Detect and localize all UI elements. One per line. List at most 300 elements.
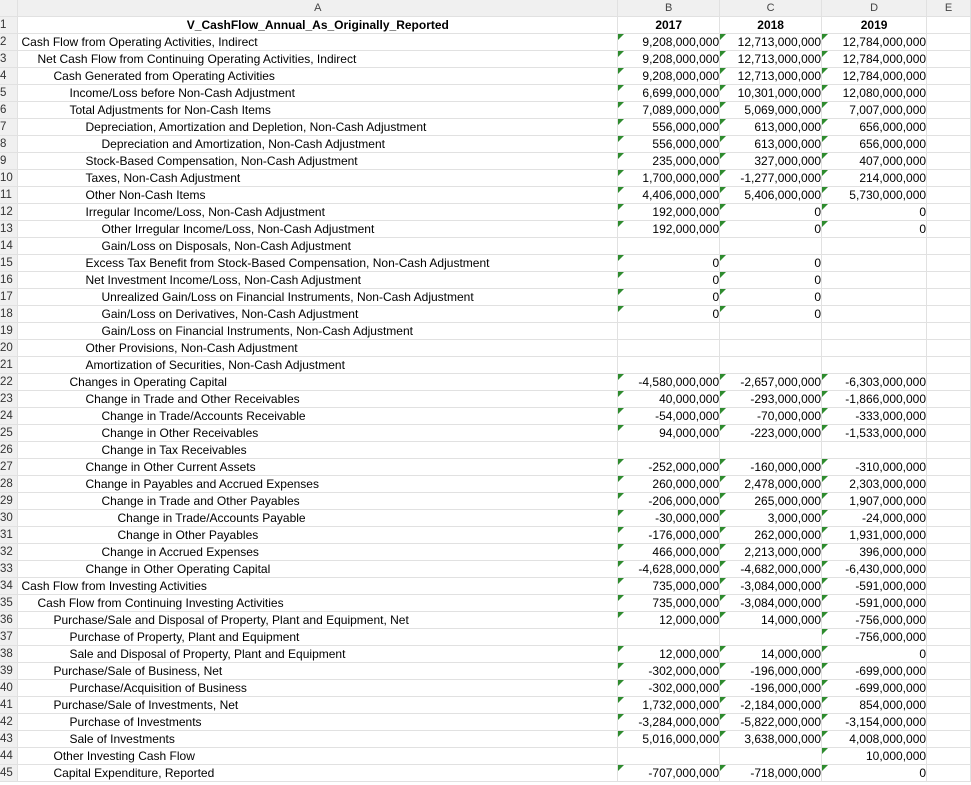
row-header[interactable]: 17 (0, 289, 18, 306)
empty-cell[interactable] (927, 17, 971, 34)
row-header[interactable]: 27 (0, 459, 18, 476)
value-cell-c[interactable]: 0 (720, 272, 822, 289)
row-label-cell[interactable]: Sale and Disposal of Property, Plant and Equipment (18, 646, 618, 663)
value-cell-d[interactable]: -591,000,000 (822, 578, 927, 595)
column-header-row (0, 0, 971, 17)
value-cell-c[interactable] (720, 340, 822, 357)
column-header-c[interactable]: C (720, 0, 822, 17)
row-label-cell[interactable]: Purchase/Sale of Investments, Net (18, 697, 618, 714)
value-cell-c[interactable]: 0 (720, 306, 822, 323)
row-header[interactable]: 20 (0, 340, 18, 357)
value-cell-b[interactable]: 192,000,000 (618, 221, 720, 238)
table-row (0, 374, 971, 391)
value-cell-d[interactable] (822, 340, 927, 357)
value-cell-d[interactable] (822, 442, 927, 459)
select-all-corner[interactable] (0, 0, 18, 17)
row-label-cell[interactable]: Change in Trade/Accounts Payable (18, 510, 618, 527)
value-cell-c[interactable]: 3,638,000,000 (720, 731, 822, 748)
value-cell-c[interactable] (720, 748, 822, 765)
value-cell-c[interactable]: -70,000,000 (720, 408, 822, 425)
row-header[interactable]: 11 (0, 187, 18, 204)
empty-cell[interactable] (927, 374, 971, 391)
empty-cell[interactable] (927, 646, 971, 663)
empty-cell[interactable] (927, 323, 971, 340)
row-label-cell[interactable]: Unrealized Gain/Loss on Financial Instruments, Non-Cash Adjustment (18, 289, 618, 306)
value-cell-c[interactable]: 265,000,000 (720, 493, 822, 510)
value-cell-d[interactable]: -310,000,000 (822, 459, 927, 476)
value-cell-d[interactable]: -591,000,000 (822, 595, 927, 612)
value-cell-b[interactable]: -252,000,000 (618, 459, 720, 476)
value-cell-d[interactable]: 656,000,000 (822, 136, 927, 153)
value-cell-c[interactable]: 2,213,000,000 (720, 544, 822, 561)
row-label-cell[interactable]: Change in Other Payables (18, 527, 618, 544)
row-label-cell[interactable]: Sale of Investments (18, 731, 618, 748)
value-cell-b[interactable]: 9,208,000,000 (618, 68, 720, 85)
row-header[interactable]: 28 (0, 476, 18, 493)
row-label-cell[interactable]: Cash Flow from Continuing Investing Activities (18, 595, 618, 612)
row-label-cell[interactable]: Change in Payables and Accrued Expenses (18, 476, 618, 493)
value-cell-c[interactable]: -718,000,000 (720, 765, 822, 782)
empty-cell[interactable] (927, 119, 971, 136)
value-cell-b[interactable]: 235,000,000 (618, 153, 720, 170)
row-label-cell[interactable]: Total Adjustments for Non-Cash Items (18, 102, 618, 119)
value-cell-b[interactable]: 1,732,000,000 (618, 697, 720, 714)
value-cell-d[interactable]: -1,866,000,000 (822, 391, 927, 408)
value-cell-c[interactable]: -2,184,000,000 (720, 697, 822, 714)
value-cell-d[interactable]: 4,008,000,000 (822, 731, 927, 748)
value-cell-c[interactable]: -196,000,000 (720, 663, 822, 680)
empty-cell[interactable] (927, 561, 971, 578)
row-label-cell[interactable]: Other Irregular Income/Loss, Non-Cash Adjustment (18, 221, 618, 238)
value-cell-c[interactable]: 12,713,000,000 (720, 34, 822, 51)
row-label-cell[interactable]: Irregular Income/Loss, Non-Cash Adjustment (18, 204, 618, 221)
table-row (0, 748, 971, 765)
row-label-cell[interactable]: Depreciation and Amortization, Non-Cash Adjustment (18, 136, 618, 153)
empty-cell[interactable] (927, 714, 971, 731)
value-cell-d[interactable]: -333,000,000 (822, 408, 927, 425)
sheet-title-cell[interactable]: V_CashFlow_Annual_As_Originally_Reported (18, 17, 618, 34)
value-cell-d[interactable]: 7,007,000,000 (822, 102, 927, 119)
row-header[interactable]: 6 (0, 102, 18, 119)
empty-cell[interactable] (927, 748, 971, 765)
column-header-d[interactable]: D (822, 0, 927, 17)
row-header[interactable]: 9 (0, 153, 18, 170)
value-cell-c[interactable] (720, 357, 822, 374)
empty-cell[interactable] (927, 459, 971, 476)
row-header[interactable]: 26 (0, 442, 18, 459)
value-cell-b[interactable]: -707,000,000 (618, 765, 720, 782)
header-data-row (0, 17, 971, 34)
year-header-2018[interactable]: 2018 (720, 17, 822, 34)
empty-cell[interactable] (927, 34, 971, 51)
value-cell-c[interactable] (720, 238, 822, 255)
row-label-cell[interactable]: Other Investing Cash Flow (18, 748, 618, 765)
row-label-cell[interactable]: Purchase/Sale of Business, Net (18, 663, 618, 680)
row-label-cell[interactable]: Net Investment Income/Loss, Non-Cash Adjustment (18, 272, 618, 289)
row-label-cell[interactable]: Change in Other Receivables (18, 425, 618, 442)
value-cell-b[interactable]: 7,089,000,000 (618, 102, 720, 119)
value-cell-d[interactable]: -6,303,000,000 (822, 374, 927, 391)
row-header[interactable]: 23 (0, 391, 18, 408)
year-header-2017[interactable]: 2017 (618, 17, 720, 34)
value-cell-b[interactable]: -3,284,000,000 (618, 714, 720, 731)
value-cell-b[interactable]: 466,000,000 (618, 544, 720, 561)
row-label-cell[interactable]: Taxes, Non-Cash Adjustment (18, 170, 618, 187)
empty-cell[interactable] (927, 578, 971, 595)
empty-cell[interactable] (927, 527, 971, 544)
empty-cell[interactable] (927, 340, 971, 357)
value-cell-c[interactable]: 10,301,000,000 (720, 85, 822, 102)
row-label-cell[interactable]: Other Provisions, Non-Cash Adjustment (18, 340, 618, 357)
value-cell-d[interactable] (822, 255, 927, 272)
table-row (0, 476, 971, 493)
table-row (0, 527, 971, 544)
value-cell-d[interactable]: 0 (822, 204, 927, 221)
value-cell-b[interactable]: -302,000,000 (618, 680, 720, 697)
value-cell-d[interactable]: 5,730,000,000 (822, 187, 927, 204)
row-header[interactable]: 14 (0, 238, 18, 255)
row-header[interactable]: 19 (0, 323, 18, 340)
row-label-cell[interactable]: Change in Accrued Expenses (18, 544, 618, 561)
value-cell-c[interactable]: 0 (720, 289, 822, 306)
row-header[interactable]: 35 (0, 595, 18, 612)
row-header[interactable]: 32 (0, 544, 18, 561)
table-row (0, 68, 971, 85)
row-label-cell[interactable]: Changes in Operating Capital (18, 374, 618, 391)
value-cell-c[interactable] (720, 629, 822, 646)
value-cell-d[interactable]: 2,303,000,000 (822, 476, 927, 493)
value-cell-c[interactable]: 262,000,000 (720, 527, 822, 544)
empty-cell[interactable] (927, 51, 971, 68)
value-cell-b[interactable] (618, 238, 720, 255)
value-cell-b[interactable]: -54,000,000 (618, 408, 720, 425)
table-row (0, 204, 971, 221)
empty-cell[interactable] (927, 765, 971, 782)
table-row (0, 255, 971, 272)
value-cell-c[interactable]: 14,000,000 (720, 612, 822, 629)
value-cell-d[interactable]: -756,000,000 (822, 629, 927, 646)
empty-cell[interactable] (927, 510, 971, 527)
row-label-cell[interactable]: Change in Other Operating Capital (18, 561, 618, 578)
value-cell-b[interactable]: 40,000,000 (618, 391, 720, 408)
row-label-cell[interactable]: Capital Expenditure, Reported (18, 765, 618, 782)
value-cell-b[interactable]: -30,000,000 (618, 510, 720, 527)
value-cell-b[interactable]: 556,000,000 (618, 136, 720, 153)
value-cell-d[interactable]: 12,784,000,000 (822, 34, 927, 51)
value-cell-d[interactable]: 1,907,000,000 (822, 493, 927, 510)
value-cell-d[interactable]: -3,154,000,000 (822, 714, 927, 731)
value-cell-b[interactable]: 9,208,000,000 (618, 34, 720, 51)
table-row (0, 544, 971, 561)
value-cell-b[interactable] (618, 323, 720, 340)
row-label-cell[interactable]: Change in Trade and Other Receivables (18, 391, 618, 408)
value-cell-b[interactable] (618, 629, 720, 646)
row-label-cell[interactable]: Cash Flow from Operating Activities, Indirect (18, 34, 618, 51)
value-cell-c[interactable]: -3,084,000,000 (720, 578, 822, 595)
row-header[interactable]: 3 (0, 51, 18, 68)
value-cell-d[interactable]: 1,931,000,000 (822, 527, 927, 544)
value-cell-c[interactable]: 14,000,000 (720, 646, 822, 663)
row-label-cell[interactable]: Change in Trade and Other Payables (18, 493, 618, 510)
value-cell-d[interactable]: 12,784,000,000 (822, 68, 927, 85)
row-label-cell[interactable]: Change in Other Current Assets (18, 459, 618, 476)
value-cell-d[interactable]: 854,000,000 (822, 697, 927, 714)
value-cell-b[interactable]: 0 (618, 272, 720, 289)
value-cell-d[interactable]: 0 (822, 646, 927, 663)
empty-cell[interactable] (927, 612, 971, 629)
value-cell-b[interactable]: 1,700,000,000 (618, 170, 720, 187)
value-cell-d[interactable]: -756,000,000 (822, 612, 927, 629)
value-cell-b[interactable]: -302,000,000 (618, 663, 720, 680)
row-header[interactable]: 36 (0, 612, 18, 629)
row-label-cell[interactable]: Purchase/Acquisition of Business (18, 680, 618, 697)
row-header[interactable]: 44 (0, 748, 18, 765)
row-header[interactable]: 30 (0, 510, 18, 527)
value-cell-b[interactable]: 735,000,000 (618, 578, 720, 595)
table-row (0, 714, 971, 731)
value-cell-c[interactable]: -5,822,000,000 (720, 714, 822, 731)
value-cell-b[interactable]: 0 (618, 289, 720, 306)
value-cell-b[interactable]: 556,000,000 (618, 119, 720, 136)
value-cell-b[interactable] (618, 748, 720, 765)
value-cell-c[interactable]: 12,713,000,000 (720, 51, 822, 68)
value-cell-c[interactable]: -1,277,000,000 (720, 170, 822, 187)
row-header[interactable]: 1 (0, 17, 18, 34)
row-label-cell[interactable]: Stock-Based Compensation, Non-Cash Adjustment (18, 153, 618, 170)
table-row (0, 34, 971, 51)
value-cell-c[interactable]: 2,478,000,000 (720, 476, 822, 493)
value-cell-d[interactable] (822, 289, 927, 306)
row-label-cell[interactable]: Cash Generated from Operating Activities (18, 68, 618, 85)
value-cell-b[interactable]: 12,000,000 (618, 612, 720, 629)
value-cell-c[interactable] (720, 442, 822, 459)
column-header-e[interactable]: E (927, 0, 971, 17)
value-cell-c[interactable]: 0 (720, 221, 822, 238)
table-row (0, 357, 971, 374)
value-cell-d[interactable]: -699,000,000 (822, 663, 927, 680)
value-cell-d[interactable] (822, 323, 927, 340)
value-cell-b[interactable] (618, 340, 720, 357)
value-cell-b[interactable]: -206,000,000 (618, 493, 720, 510)
table-row (0, 170, 971, 187)
row-header[interactable]: 34 (0, 578, 18, 595)
value-cell-c[interactable]: -196,000,000 (720, 680, 822, 697)
value-cell-b[interactable]: 9,208,000,000 (618, 51, 720, 68)
empty-cell[interactable] (927, 629, 971, 646)
empty-cell[interactable] (927, 493, 971, 510)
value-cell-d[interactable]: 10,000,000 (822, 748, 927, 765)
row-header[interactable]: 15 (0, 255, 18, 272)
value-cell-d[interactable]: 396,000,000 (822, 544, 927, 561)
value-cell-c[interactable]: 0 (720, 255, 822, 272)
value-cell-b[interactable]: 5,016,000,000 (618, 731, 720, 748)
empty-cell[interactable] (927, 306, 971, 323)
row-header[interactable]: 10 (0, 170, 18, 187)
empty-cell[interactable] (927, 408, 971, 425)
table-row (0, 289, 971, 306)
row-header[interactable]: 24 (0, 408, 18, 425)
empty-cell[interactable] (927, 357, 971, 374)
value-cell-c[interactable]: -160,000,000 (720, 459, 822, 476)
row-header[interactable]: 13 (0, 221, 18, 238)
row-label-cell[interactable]: Net Cash Flow from Continuing Operating Activities, Indirect (18, 51, 618, 68)
row-label-cell[interactable]: Change in Tax Receivables (18, 442, 618, 459)
table-row (0, 102, 971, 119)
row-label-cell[interactable]: Income/Loss before Non-Cash Adjustment (18, 85, 618, 102)
row-header[interactable]: 38 (0, 646, 18, 663)
value-cell-b[interactable]: 4,406,000,000 (618, 187, 720, 204)
row-label-cell[interactable]: Purchase/Sale and Disposal of Property, Plant and Equipment, Net (18, 612, 618, 629)
row-label-cell[interactable]: Gain/Loss on Disposals, Non-Cash Adjustment (18, 238, 618, 255)
row-header[interactable]: 16 (0, 272, 18, 289)
empty-cell[interactable] (927, 289, 971, 306)
row-header[interactable]: 40 (0, 680, 18, 697)
row-header[interactable]: 2 (0, 34, 18, 51)
value-cell-d[interactable]: -24,000,000 (822, 510, 927, 527)
table-row (0, 697, 971, 714)
table-row (0, 323, 971, 340)
row-header[interactable]: 12 (0, 204, 18, 221)
empty-cell[interactable] (927, 170, 971, 187)
row-label-cell[interactable]: Excess Tax Benefit from Stock-Based Compensation, Non-Cash Adjustment (18, 255, 618, 272)
value-cell-d[interactable]: -6,430,000,000 (822, 561, 927, 578)
value-cell-c[interactable]: 0 (720, 204, 822, 221)
row-header[interactable]: 42 (0, 714, 18, 731)
row-header[interactable]: 25 (0, 425, 18, 442)
row-header[interactable]: 39 (0, 663, 18, 680)
value-cell-b[interactable]: 6,699,000,000 (618, 85, 720, 102)
value-cell-d[interactable]: 214,000,000 (822, 170, 927, 187)
year-header-2019[interactable]: 2019 (822, 17, 927, 34)
row-header[interactable]: 29 (0, 493, 18, 510)
row-header[interactable]: 22 (0, 374, 18, 391)
table-row (0, 238, 971, 255)
row-label-cell[interactable]: Cash Flow from Investing Activities (18, 578, 618, 595)
empty-cell[interactable] (927, 442, 971, 459)
value-cell-c[interactable]: -3,084,000,000 (720, 595, 822, 612)
row-header[interactable]: 33 (0, 561, 18, 578)
row-header[interactable]: 37 (0, 629, 18, 646)
row-header[interactable]: 5 (0, 85, 18, 102)
row-header[interactable]: 8 (0, 136, 18, 153)
value-cell-d[interactable]: 12,784,000,000 (822, 51, 927, 68)
value-cell-b[interactable]: 0 (618, 255, 720, 272)
value-cell-b[interactable]: 192,000,000 (618, 204, 720, 221)
empty-cell[interactable] (927, 102, 971, 119)
value-cell-d[interactable]: -699,000,000 (822, 680, 927, 697)
row-label-cell[interactable]: Depreciation, Amortization and Depletion, Non-Cash Adjustment (18, 119, 618, 136)
row-header[interactable]: 45 (0, 765, 18, 782)
empty-cell[interactable] (927, 697, 971, 714)
empty-cell[interactable] (927, 136, 971, 153)
value-cell-c[interactable]: -223,000,000 (720, 425, 822, 442)
value-cell-b[interactable]: 735,000,000 (618, 595, 720, 612)
value-cell-b[interactable]: 94,000,000 (618, 425, 720, 442)
row-label-cell[interactable]: Purchase of Investments (18, 714, 618, 731)
value-cell-b[interactable]: -176,000,000 (618, 527, 720, 544)
empty-cell[interactable] (927, 544, 971, 561)
row-label-cell[interactable]: Purchase of Property, Plant and Equipment (18, 629, 618, 646)
row-label-cell[interactable]: Gain/Loss on Derivatives, Non-Cash Adjustment (18, 306, 618, 323)
empty-cell[interactable] (927, 204, 971, 221)
value-cell-d[interactable] (822, 272, 927, 289)
empty-cell[interactable] (927, 85, 971, 102)
empty-cell[interactable] (927, 221, 971, 238)
row-label-cell[interactable]: Other Non-Cash Items (18, 187, 618, 204)
value-cell-b[interactable]: 12,000,000 (618, 646, 720, 663)
table-row (0, 187, 971, 204)
table-row (0, 221, 971, 238)
value-cell-d[interactable]: 0 (822, 765, 927, 782)
empty-cell[interactable] (927, 187, 971, 204)
value-cell-b[interactable]: 260,000,000 (618, 476, 720, 493)
table-row (0, 595, 971, 612)
empty-cell[interactable] (927, 731, 971, 748)
empty-cell[interactable] (927, 238, 971, 255)
row-header[interactable]: 41 (0, 697, 18, 714)
empty-cell[interactable] (927, 425, 971, 442)
table-row (0, 306, 971, 323)
value-cell-b[interactable] (618, 357, 720, 374)
row-header[interactable]: 21 (0, 357, 18, 374)
empty-cell[interactable] (927, 476, 971, 493)
value-cell-d[interactable]: 656,000,000 (822, 119, 927, 136)
row-label-cell[interactable]: Gain/Loss on Financial Instruments, Non-Cash Adjustment (18, 323, 618, 340)
value-cell-c[interactable] (720, 323, 822, 340)
value-cell-c[interactable]: 5,406,000,000 (720, 187, 822, 204)
value-cell-c[interactable]: -2,657,000,000 (720, 374, 822, 391)
value-cell-c[interactable]: 613,000,000 (720, 119, 822, 136)
row-header[interactable]: 4 (0, 68, 18, 85)
empty-cell[interactable] (927, 255, 971, 272)
value-cell-d[interactable] (822, 357, 927, 374)
value-cell-c[interactable]: 12,713,000,000 (720, 68, 822, 85)
value-cell-d[interactable]: 0 (822, 221, 927, 238)
empty-cell[interactable] (927, 153, 971, 170)
empty-cell[interactable] (927, 663, 971, 680)
empty-cell[interactable] (927, 68, 971, 85)
value-cell-b[interactable]: -4,580,000,000 (618, 374, 720, 391)
value-cell-c[interactable]: -4,682,000,000 (720, 561, 822, 578)
value-cell-d[interactable] (822, 238, 927, 255)
row-header[interactable]: 18 (0, 306, 18, 323)
empty-cell[interactable] (927, 680, 971, 697)
value-cell-b[interactable] (618, 442, 720, 459)
row-header[interactable]: 7 (0, 119, 18, 136)
table-row (0, 85, 971, 102)
value-cell-c[interactable]: -293,000,000 (720, 391, 822, 408)
value-cell-b[interactable]: -4,628,000,000 (618, 561, 720, 578)
value-cell-c[interactable]: 3,000,000 (720, 510, 822, 527)
row-label-cell[interactable]: Amortization of Securities, Non-Cash Adjustment (18, 357, 618, 374)
column-header-a[interactable]: A (18, 0, 618, 17)
column-header-b[interactable]: B (618, 0, 720, 17)
row-label-cell[interactable]: Change in Trade/Accounts Receivable (18, 408, 618, 425)
value-cell-c[interactable]: 5,069,000,000 (720, 102, 822, 119)
value-cell-d[interactable]: -1,533,000,000 (822, 425, 927, 442)
empty-cell[interactable] (927, 391, 971, 408)
row-header[interactable]: 31 (0, 527, 18, 544)
row-header[interactable]: 43 (0, 731, 18, 748)
value-cell-c[interactable]: 327,000,000 (720, 153, 822, 170)
value-cell-d[interactable]: 407,000,000 (822, 153, 927, 170)
value-cell-c[interactable]: 613,000,000 (720, 136, 822, 153)
value-cell-b[interactable]: 0 (618, 306, 720, 323)
empty-cell[interactable] (927, 595, 971, 612)
value-cell-d[interactable] (822, 306, 927, 323)
empty-cell[interactable] (927, 272, 971, 289)
value-cell-d[interactable]: 12,080,000,000 (822, 85, 927, 102)
